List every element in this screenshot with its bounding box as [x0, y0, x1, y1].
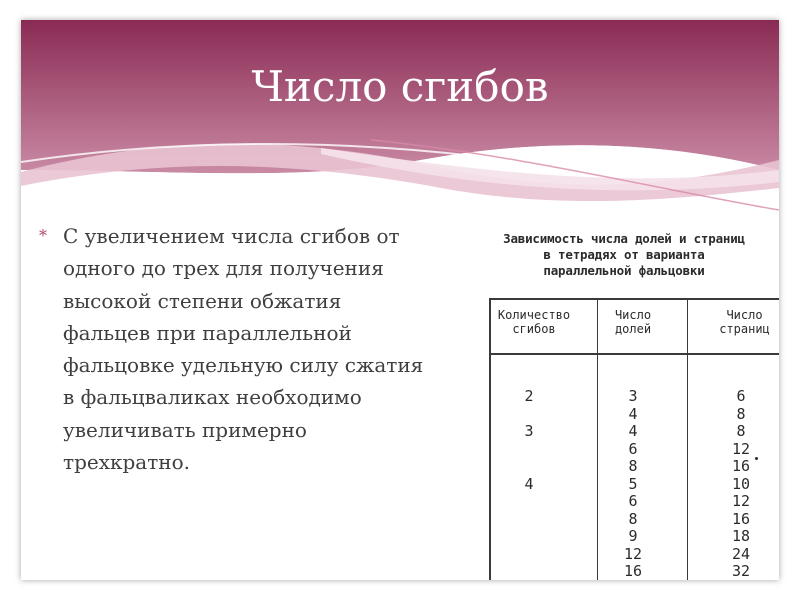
header-folds: Количество сгибов [497, 308, 571, 336]
table-caption-line-1: Зависимость числа долей и страниц [503, 231, 745, 246]
table-cell: 6 [736, 387, 746, 405]
table-cell: 5 [628, 474, 638, 493]
table-cell: 4 [524, 474, 534, 493]
table-cell: 24 [731, 544, 751, 563]
table-cell: 18 [731, 527, 751, 545]
table-cell [499, 563, 559, 580]
table-left-rule [489, 298, 491, 580]
slide-title: Число сгибов [251, 62, 549, 111]
banner-wave-graphic [21, 20, 779, 220]
table-cell: 12 [731, 439, 751, 458]
bullet-asterisk-icon: * [39, 226, 47, 245]
table-cell [499, 511, 559, 529]
table-cell: 8 [628, 509, 638, 528]
table-cell [499, 406, 559, 424]
column-leaves [597, 388, 669, 580]
table-cell: 6 [628, 492, 638, 510]
table-cell: 6 [628, 439, 638, 458]
table-cell: 12 [623, 544, 643, 563]
table-cell: 3 [524, 422, 534, 440]
table-cell: 2 [524, 387, 534, 405]
table-caption-line-3: параллельной фальцовки [543, 263, 705, 278]
bullet-text: С увеличением числа сгибов от одного до трех для получения высокой степени обжатия фальцев при параллельной фальцовке удельную силу сжатия в фальцваликах необходимо увеличивать примерно трехкратно. [63, 224, 424, 475]
scanned-table-image [469, 228, 779, 580]
table-cell: 16 [731, 509, 751, 528]
table-cell: 16 [731, 457, 751, 475]
column-folds [499, 388, 559, 580]
table-cell: 32 [731, 562, 751, 580]
table-cell: 8 [628, 457, 638, 475]
header-pages: Число страниц [719, 308, 770, 336]
table-cell [499, 546, 559, 564]
table-cell: 12 [731, 492, 751, 510]
scan-speck-dot [755, 457, 758, 460]
table-cell: 4 [628, 422, 638, 440]
bullet-paragraph [39, 220, 434, 478]
table-top-rule [489, 298, 779, 300]
table-cell [499, 441, 559, 459]
table-cell [499, 458, 559, 476]
table-cell: 4 [628, 404, 638, 423]
header-leaves: Число долей [614, 308, 652, 336]
column-pages [705, 388, 777, 580]
table-col-rule-2 [687, 298, 688, 580]
table-cell: 8 [736, 404, 746, 423]
title-banner [21, 20, 779, 220]
table-cell: 3 [628, 387, 638, 405]
table-cell [499, 493, 559, 511]
slide [21, 20, 779, 580]
table-cell [499, 528, 559, 546]
table-cell: 10 [731, 474, 751, 493]
table-caption-line-2: в тетрадях от варианта [543, 247, 705, 262]
table-cell: 9 [628, 527, 638, 545]
table-cell: 16 [623, 562, 643, 580]
table-header-rule [489, 353, 779, 355]
table-cell: 8 [736, 422, 746, 440]
